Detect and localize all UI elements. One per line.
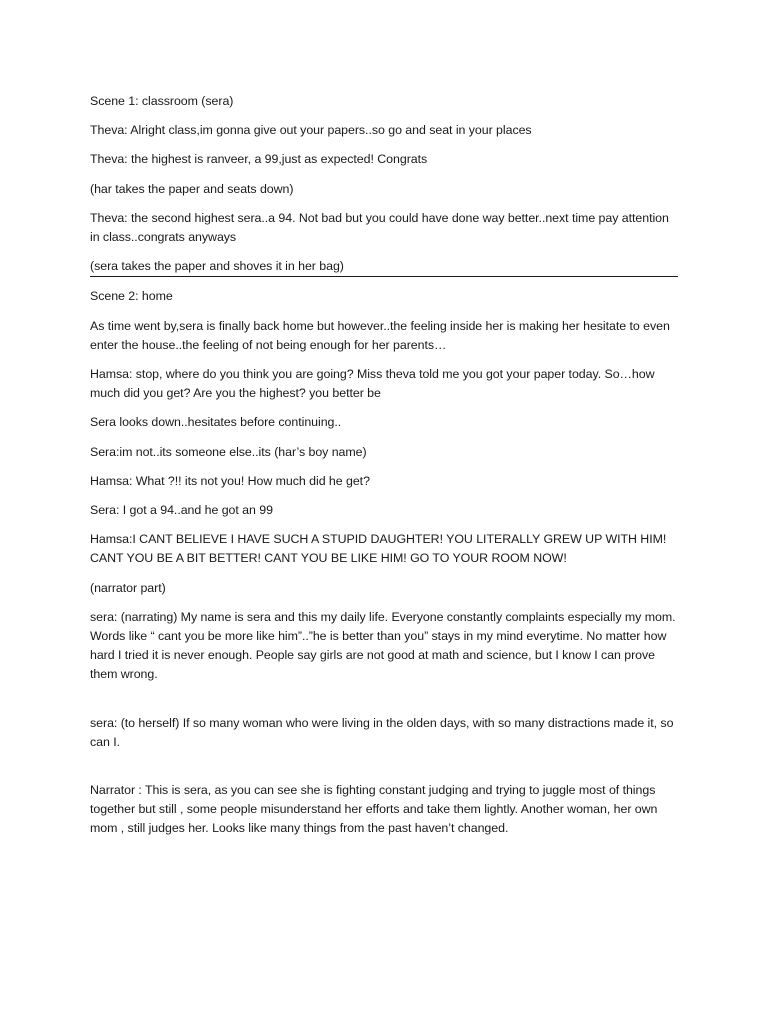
blank-line — [90, 762, 680, 781]
dialogue-line: Sera: I got a 94..and he got an 99 — [90, 503, 273, 518]
dialogue-line: Hamsa: stop, where do you think you are going? Miss theva told me you got your paper today. So…how much did you get? Are you the highest? you better be — [90, 367, 655, 401]
stage-direction: (sera takes the paper and shoves it in her bag) — [90, 259, 344, 274]
stage-direction: Sera looks down..hesitates before continuing.. — [90, 415, 342, 430]
narration-paragraph: Narrator : This is sera, as you can see she is fighting constant judging and trying to juggle most of things together but still , some people misunderstand her efforts and take them lightly. Another woman, her own mom , still judges her. Looks like many things from the past haven’t changed. — [90, 783, 658, 836]
scene-divider — [90, 276, 678, 277]
narration-paragraph: As time went by,sera is finally back home but however..the feeling inside her is making her hesitate to even enter the house..the feeling of not being enough for her parents… — [90, 318, 670, 352]
dialogue-line: Hamsa: What ?!! its not you! How much did he get? — [90, 473, 370, 488]
dialogue-line: sera: (to herself) If so many woman who were living in the olden days, with so many distractions made it, so can I. — [90, 715, 674, 749]
dialogue-line: Theva: the second highest sera..a 94. Not bad but you could have done way better..next time pay attention in class..congrats anyways — [90, 210, 669, 245]
dialogue-line: Theva: Alright class,im gonna give out your papers..so go and seat in your places — [90, 123, 532, 138]
dialogue-line: Sera:im not..its someone else..its (har’s boy name) — [90, 444, 367, 459]
scene-2-heading: Scene 2: home — [90, 289, 173, 304]
dialogue-line: Theva: the highest is ranveer, a 99,just as expected! Congrats — [90, 152, 428, 167]
stage-direction: (har takes the paper and seats down) — [90, 181, 294, 196]
stage-direction: (narrator part) — [90, 580, 166, 595]
blank-line — [90, 695, 680, 714]
scene-1-heading: Scene 1: classroom (sera) — [90, 94, 234, 108]
document-page — [90, 92, 680, 849]
dialogue-line: Hamsa:I CANT BELIEVE I HAVE SUCH A STUPID DAUGHTER! YOU LITERALLY GREW UP WITH HIM! CANT YOU BE A BIT BETTER! CANT YOU BE LIKE HIM! GO TO YOUR ROOM NOW! — [90, 532, 667, 566]
narration-paragraph: sera: (narrating) My name is sera and this my daily life. Everyone constantly complaints especially my mom. Words like “ cant you be more like him”..”he is better than you” stays in my mind everytime. No matter how hard I tried it is never enough. People say girls are not good at math and science, but I know I can prove them wrong. — [90, 609, 676, 682]
